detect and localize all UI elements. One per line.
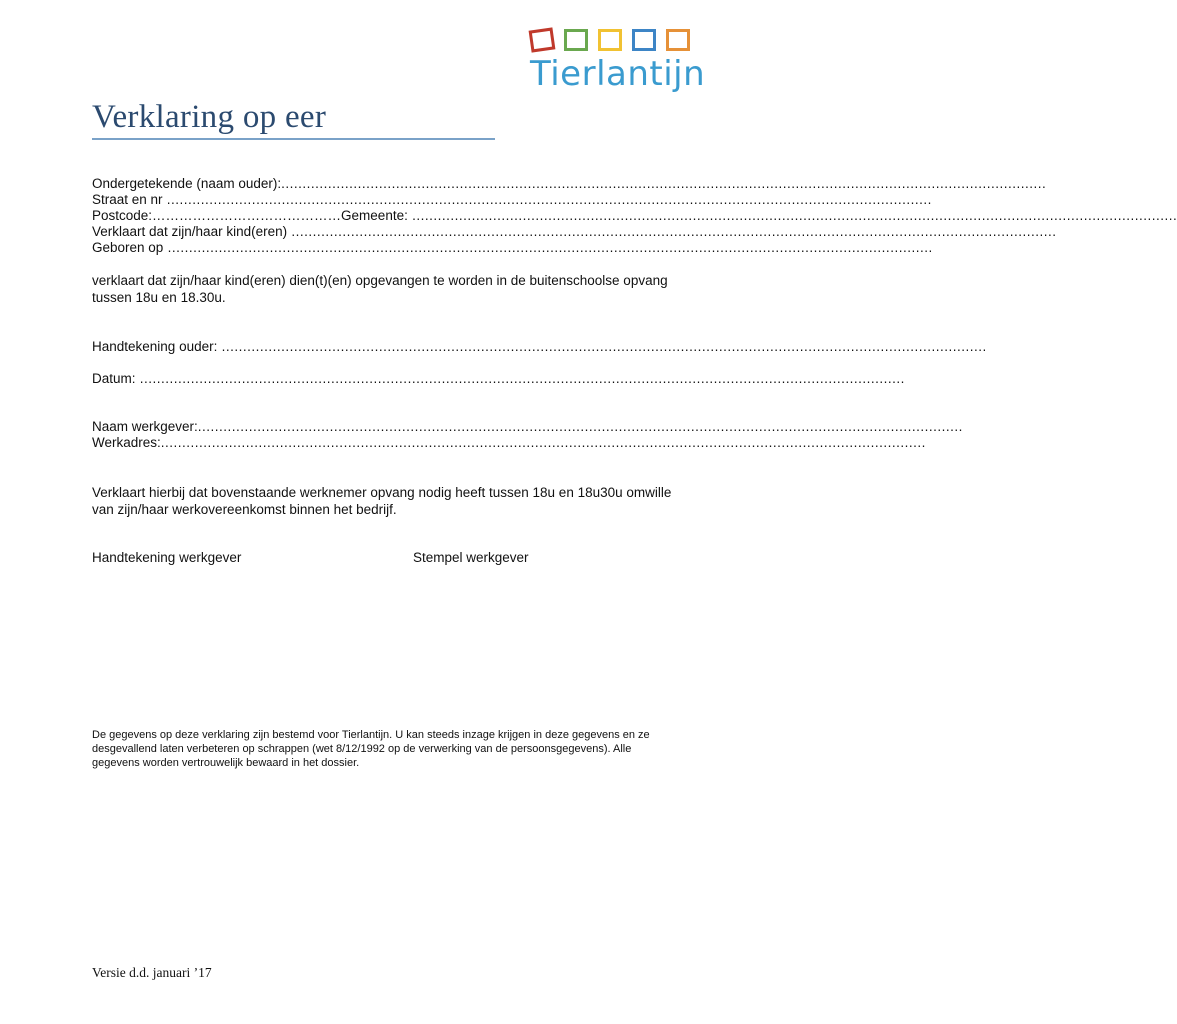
fill-line[interactable]: .................................................................................................................................................................................... xyxy=(162,192,932,207)
logo-frames xyxy=(528,26,696,54)
field-birthdate xyxy=(92,240,933,256)
field-label: Ondergetekende (naam ouder): xyxy=(92,176,282,191)
field-label: Gemeente: xyxy=(341,208,408,223)
logo-frame-red xyxy=(529,27,556,52)
postcode-fill-line[interactable]: …………………………………… xyxy=(152,208,342,223)
declaration-text: verklaart dat zijn/haar kind(eren) dien(t)(en) opgevangen te worden in de buitenschoolse opvang tussen 18u en 18.30u. xyxy=(92,273,668,305)
logo-frame-blue xyxy=(632,29,656,51)
field-parent-name xyxy=(92,176,1047,192)
field-label: Geboren op xyxy=(92,240,164,255)
field-label: Datum: xyxy=(92,371,136,386)
logo-wordmark: Tierlantijn xyxy=(530,54,706,94)
logo-frame-green xyxy=(564,29,588,51)
logo-frame-yellow xyxy=(598,29,622,51)
field-label: Straat en nr xyxy=(92,192,163,207)
fill-line[interactable]: .................................................................................................................................................................................... xyxy=(135,371,905,386)
title-underline xyxy=(92,138,495,140)
employer-statement: Verklaart hierbij dat bovenstaande werknemer opvang nodig heeft tussen 18u en 18u30u omwille van zijn/haar werkovereenkomst binnen het bedrijf. xyxy=(92,485,672,517)
field-street xyxy=(92,192,932,208)
fill-line[interactable]: .................................................................................................................................................................................... xyxy=(163,240,933,255)
tierlantijn-logo xyxy=(528,26,706,96)
field-label: Werkadres: xyxy=(92,435,161,450)
employer-signature-label: Handtekening werkgever xyxy=(92,550,242,565)
field-label: Postcode: xyxy=(92,208,153,223)
fill-line[interactable]: .................................................................................................................................................................................... xyxy=(407,208,1177,223)
fill-line[interactable]: .................................................................................................................................................................................... xyxy=(160,435,926,450)
field-work-address xyxy=(92,435,926,451)
logo-frame-orange xyxy=(666,29,690,51)
employer-stamp-label: Stempel werkgever xyxy=(413,550,529,565)
field-label: Verklaart dat zijn/haar kind(eren) xyxy=(92,224,288,239)
fill-line[interactable]: .................................................................................................................................................................................... xyxy=(197,419,963,434)
fill-line[interactable]: .................................................................................................................................................................................... xyxy=(217,339,987,354)
fill-line[interactable]: .................................................................................................................................................................................... xyxy=(287,224,1057,239)
field-date xyxy=(92,371,905,387)
version-footer: Versie d.d. januari ’17 xyxy=(92,965,212,980)
fill-line[interactable]: .................................................................................................................................................................................... xyxy=(281,176,1047,191)
document-title: Verklaring op eer xyxy=(92,99,327,135)
field-employer-name xyxy=(92,419,963,435)
privacy-notice: De gegevens op deze verklaring zijn bestemd voor Tierlantijn. U kan steeds inzage krijgen in deze gegevens en ze desgevallend laten verbeteren op schrappen (wet 8/12/1992 op de verwerking van de persoonsgegevens). Alle gegevens worden vertrouwelijk bewaard in het dossier. xyxy=(92,729,650,769)
field-label: Handtekening ouder: xyxy=(92,339,218,354)
field-postcode-municipality xyxy=(92,208,1177,224)
field-label: Naam werkgever: xyxy=(92,419,198,434)
field-parent-signature xyxy=(92,339,987,355)
field-children xyxy=(92,224,1057,240)
